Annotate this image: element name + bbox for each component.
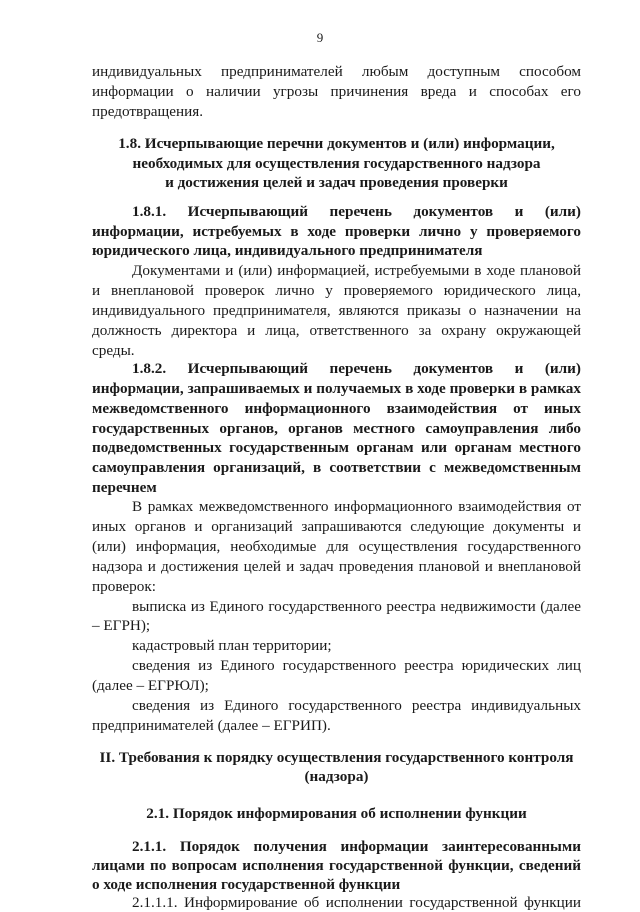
chapter-heading: (надзора) — [304, 768, 369, 785]
subsection-heading: межведомственного информационного взаимодействия от иных — [92, 400, 581, 417]
paragraph-line: В рамках межведомственного информационного взаимодействия от — [132, 498, 581, 515]
subsection-heading: о ходе исполнения государственной функции — [92, 876, 401, 893]
section-heading: 2.1. Порядок информирования об исполнении функции — [146, 805, 527, 822]
paragraph-line: сведения из Единого государственного реестра индивидуальных — [132, 697, 581, 714]
paragraph-line: сведения из Единого государственного реестра юридических лиц — [132, 657, 581, 674]
paragraph-line: среды. — [92, 342, 135, 359]
paragraph-line: и внеплановой проверок лично у проверяемого юридического лица, — [92, 282, 581, 299]
page-number: 9 — [316, 30, 324, 45]
subsection-heading: государственных органов, органов местного самоуправления либо — [92, 420, 581, 437]
subsection-heading: подведомственных государственным органам или органам местного — [92, 439, 581, 456]
subsection-heading: 2.1.1. Порядок получения информации заинтересованными — [132, 838, 581, 855]
paragraph-line: индивидуальных предпринимателей любым доступным способом — [92, 63, 581, 80]
paragraph-line: проверок: — [92, 578, 156, 595]
subsection-heading: 1.8.2. Исчерпывающий перечень документов и (или) — [132, 360, 581, 377]
paragraph-line: иных органов и организаций запрашиваются следующие документы и — [92, 518, 581, 535]
paragraph-line: надзора и достижения целей и задач проведения плановой и внеплановой — [92, 558, 581, 575]
paragraph-line: выписка из Единого государственного реестра недвижимости (далее — [132, 598, 581, 615]
paragraph-line: Документами и (или) информацией, истребуемыми в ходе плановой — [132, 262, 581, 279]
paragraph-line: 2.1.1.1. Информирование об исполнении государственной функции — [132, 894, 581, 911]
paragraph-line: индивидуального предпринимателя, являются приказы о назначении на — [92, 302, 581, 319]
paragraph-line: предотвращения. — [92, 103, 203, 120]
subsection-heading: перечнем — [92, 479, 157, 496]
paragraph-line: – ЕГРН); — [92, 617, 151, 634]
paragraph-line: информации о наличии угрозы причинения вреда и способах его — [92, 83, 581, 100]
subsection-heading: 1.8.1. Исчерпывающий перечень документов и (или) — [132, 203, 581, 220]
subsection-heading: информации, истребуемых в ходе проверки лично у проверяемого — [92, 223, 581, 240]
chapter-heading: II. Требования к порядку осуществления государственного контроля — [99, 749, 574, 766]
paragraph-line: (далее – ЕГРЮЛ); — [92, 677, 209, 694]
paragraph-line: предпринимателей (далее – ЕГРИП). — [92, 717, 331, 734]
subsection-heading: юридического лица, индивидуального предпринимателя — [92, 242, 483, 259]
paragraph-line: должность директора и лица, ответственного за охрану окружающей — [92, 322, 581, 339]
section-heading: необходимых для осуществления государственного надзора — [132, 155, 541, 172]
section-heading: 1.8. Исчерпывающие перечни документов и (или) информации, — [118, 135, 555, 152]
subsection-heading: информации, запрашиваемых и получаемых в ходе проверки в рамках — [92, 380, 581, 397]
paragraph-line: (или) информация, необходимые для осуществления государственного — [92, 538, 581, 555]
paragraph-line: кадастровый план территории; — [132, 637, 332, 654]
subsection-heading: лицами по вопросам исполнения государственной функции, сведений — [92, 857, 581, 874]
subsection-heading: самоуправления организаций, в соответствии с межведомственным — [92, 459, 581, 476]
section-heading: и достижения целей и задач проведения проверки — [165, 174, 508, 191]
